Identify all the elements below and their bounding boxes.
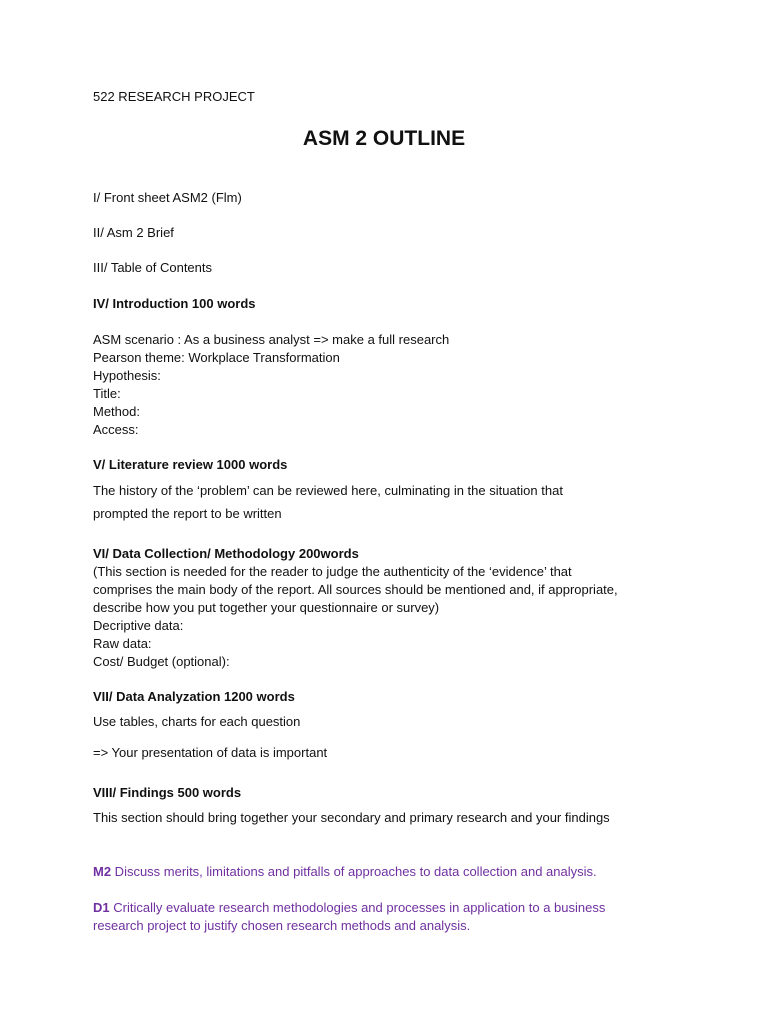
- criterion-text: Critically evaluate research methodologies and processes in application to a business: [109, 900, 606, 915]
- literature-text: prompted the report to be written: [93, 506, 282, 521]
- data-collection-line: comprises the main body of the report. All sources should be mentioned and, if appropriate,: [93, 582, 618, 597]
- document-title: ASM 2 OUTLINE: [302, 127, 466, 150]
- data-collection-line: Cost/ Budget (optional):: [93, 654, 230, 669]
- outline-item-toc: III/ Table of Contents: [93, 260, 212, 275]
- outline-heading-introduction: IV/ Introduction 100 words: [93, 296, 256, 311]
- criterion-d1-continued: research project to justify chosen research methods and analysis.: [93, 918, 471, 933]
- criterion-m2: [93, 863, 597, 881]
- analysis-text: Use tables, charts for each question: [93, 714, 301, 729]
- data-collection-line: Raw data:: [93, 636, 152, 651]
- outline-heading-analysis: VII/ Data Analyzation 1200 words: [93, 689, 295, 704]
- data-collection-line: (This section is needed for the reader to judge the authenticity of the ‘evidence’ that: [93, 564, 572, 579]
- findings-text: This section should bring together your secondary and primary research and your findings: [93, 810, 610, 825]
- analysis-text: => Your presentation of data is important: [93, 745, 328, 760]
- intro-line: Pearson theme: Workplace Transformation: [93, 350, 340, 365]
- literature-text: The history of the ‘problem’ can be reviewed here, culminating in the situation that: [93, 483, 563, 498]
- criterion-d1: [93, 899, 605, 917]
- criterion-code: D1: [93, 900, 110, 915]
- data-collection-line: Decriptive data:: [93, 618, 184, 633]
- intro-line: Method:: [93, 404, 140, 419]
- outline-heading-findings: VIII/ Findings 500 words: [93, 785, 242, 800]
- intro-line: Title:: [93, 386, 121, 401]
- outline-heading-data-collection: VI/ Data Collection/ Methodology 200words: [93, 546, 359, 561]
- data-collection-line: describe how you put together your questionnaire or survey): [93, 600, 440, 615]
- criterion-code: M2: [93, 864, 112, 879]
- intro-line: ASM scenario : As a business analyst => make a full research: [93, 332, 450, 347]
- outline-heading-literature: V/ Literature review 1000 words: [93, 457, 288, 472]
- document-header: 522 RESEARCH PROJECT: [93, 89, 255, 104]
- criterion-text: Discuss merits, limitations and pitfalls of approaches to data collection and analysis.: [111, 864, 597, 879]
- intro-line: Access:: [93, 422, 139, 437]
- outline-item-brief: II/ Asm 2 Brief: [93, 225, 174, 240]
- intro-line: Hypothesis:: [93, 368, 161, 383]
- outline-item-front-sheet: I/ Front sheet ASM2 (Flm): [93, 190, 242, 205]
